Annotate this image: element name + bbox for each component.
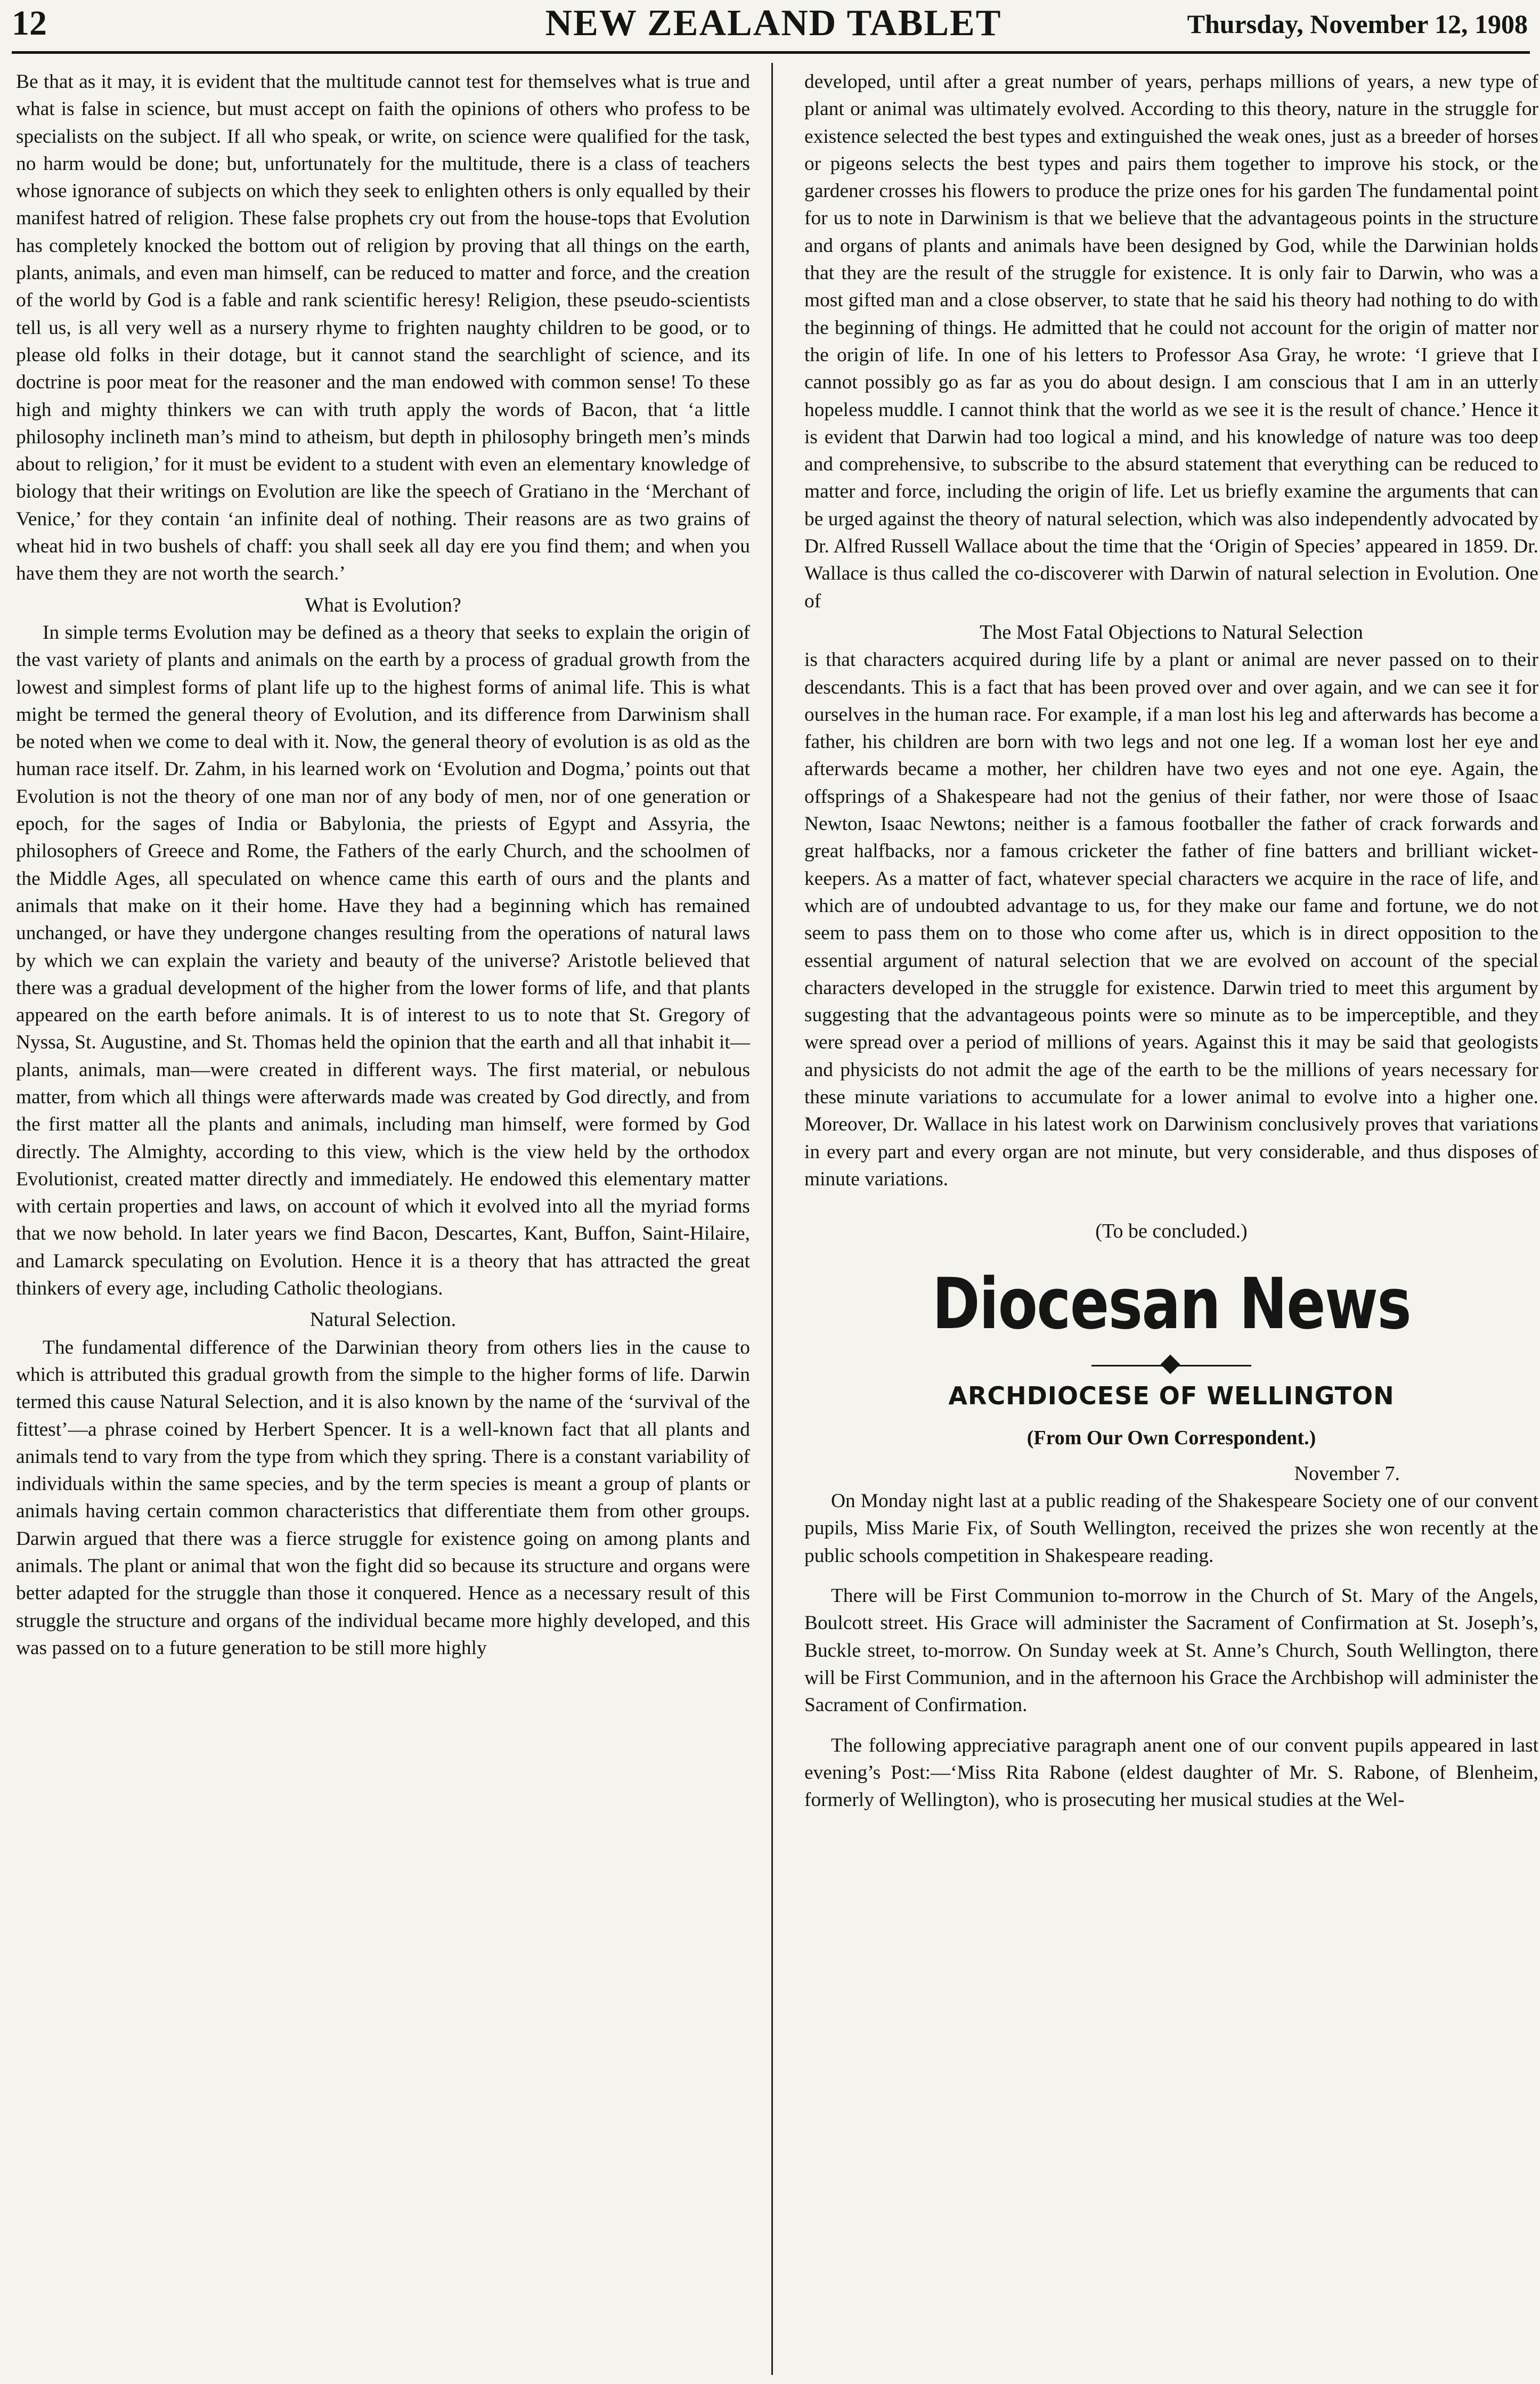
issue-date: Thursday, November 12, 1908 bbox=[1187, 9, 1528, 39]
article-paragraph: In simple terms Evolution may be defined as a theory that seeks to explain the origin of the vast variety of plants and animals on the earth by a process of gradual growth from the lowest and simplest forms of plant life up to the highest forms of animal life. This is what might be termed the general theory of Evolution, and its difference from Darwinism shall be noted when we come to deal with it. Now, the general theory of evolution is as old as the human race itself. Dr. Zahm, in his learned work on ‘Evolution and Dogma,’ points out that Evolution is not the theory of one man nor of any body of men, nor of one generation or epoch, for the sages of India or Babylonia, the priests of Egypt and Assyria, the philosophers of Greece and Rome, the Fathers of the early Church, and the schoolmen of the Middle Ages, all speculated on whence came this earth of ours and the plants and animals that make on it their home. Have they had a beginning which has remained unchanged, or have they undergone changes resulting from the operations of natural laws by which we can explain the variety and beauty of the universe? Aristotle believed that there was a gradual development of the higher from the lower forms of life, and that plants appeared on the earth before animals. It is of interest to us to note that St. Gregory of Nyssa, St. Augustine, and St. Thomas held the opinion that the earth and all that inhabit it—plants, animals, man—were created in different ways. The first material, or nebulous matter, from which all things were afterwards made was created by God directly, and from the first matter all the plants and animals, including man himself, were formed by God directly. The Almighty, according to this view, which is the view held by the orthodox Evolutionist, created matter directly and immediately. He endowed this elementary matter with certain properties and laws, on account of which it evolved into all the myriad forms that we now behold. In later years we find Bacon, Descartes, Kant, Buffon, Saint-Hilaire, and Lamarck speculating on Evolution. Hence it is a theory that has attracted the great thinkers of every age, including Catholic theologians. bbox=[16, 621, 750, 1300]
correspondent-byline: (From Our Own Correspondent.) bbox=[1026, 1427, 1316, 1450]
dateline: November 7. bbox=[1294, 1462, 1400, 1485]
masthead-title: NEW ZEALAND TABLET bbox=[545, 3, 1002, 44]
archdiocese-heading: ARCHDIOCESE OF WELLINGTON bbox=[948, 1381, 1395, 1411]
subheading-fatal-objections: The Most Fatal Objections to Natural Selection bbox=[980, 621, 1363, 644]
article-paragraph: The fundamental difference of the Darwinian theory from others lies in the cause to which is attributed this gradual growth from the simple to the higher forms of life. Darwin termed this cause Natural Selection, and it is also known by the name of the ‘survival of the fittest’—a phrase coined by Herbert Spencer. It is a well-known fact that all plants and animals tend to vary from the type from which they spring. There is a constant variability of individuals within the same species, and by the term species is meant a group of plants or animals having certain common characteristics that differentiate them from other groups. Darwin argued that there was a fierce struggle for existence going on among plants and animals. The plant or animal that won the fight did so because its structure and organs were better adapted for the struggle than those it conquered. Hence as a necessary result of this struggle the structure and organs of the individual became more highly developed, and this was passed on to a future generation to be still more highly bbox=[16, 1336, 750, 1659]
right-column bbox=[804, 68, 1538, 1813]
left-column bbox=[16, 68, 750, 1662]
article-paragraph: is that characters acquired during life by a plant or animal are never passed on to their descendants. This is a fact that has been proved over and over again, and we can see it for ourselves in the human race. For example, if a man lost his leg and afterwards has become a father, his children are born with two legs and not one leg. If a woman lost her eye and afterwards became a mother, her children have two eyes and not one eye. Again, the offsprings of a Shakespeare had not the genius of their father, nor were those of Isaac Newton, Isaac Newtons; neither is a famous footballer the father of crack forwards and great halfbacks, nor a famous cricketer the father of fine batters and brilliant wicket-keepers. As a matter of fact, whatever special characters we acquire in the race of life, and which are of undoubted advantage to us, for they make our fame and fortune, we do not seem to pass them on to those who come after us, which is in direct opposition to the essential argument of natural selection that we are evolved on account of the special characters developed in the struggle for existence. Darwin tried to meet this argument by suggesting that the advantageous points were so minute as to be imperceptible, and they were spread over a period of millions of years. Against this it may be said that geologists and physicists do not admit the age of the earth to be the millions of years necessary for these minute variations to accumulate for a lower animal to evolve into a higher one. Moreover, Dr. Wallace in his latest work on Darwinism conclusively proves that variations in every part and every organ are not minute, but very considerable, and thus disposes of minute variations. bbox=[804, 649, 1538, 1190]
news-paragraph: The following appreciative paragraph anent one of our convent pupils appeared in last evening’s Post:—‘Miss Rita Rabone (eldest daughter of Mr. S. Rabone, of Blenheim, formerly of Wellington), who is prosecuting her musical studies at the Wel- bbox=[804, 1734, 1538, 1811]
article-paragraph: developed, until after a great number of years, perhaps millions of years, a new type of plant or animal was ultimately evolved. According to this theory, nature in the struggle for existence selected the best types and extinguished the weak ones, just as a breeder of horses or pigeons selects the best types and pairs them together to improve his stock, or the gardener crosses his flowers to produce the prize ones for his garden The fundamental point for us to note in Darwinism is that we believe that the advantageous points in the structure and organs of plants and animals have been designed by God, while the Darwinian holds that they are the result of the struggle for existence. It is only fair to Darwin, who was a most gifted man and a close observer, to state that he said his theory had nothing to do with the beginning of things. He admitted that he could not account for the origin of matter nor the origin of life. In one of his letters to Professor Asa Gray, he wrote: ‘I grieve that I cannot possibly go as far as you do about design. I am conscious that I am in an utterly hopeless muddle. I cannot think that the world as we see it is the result of chance.’ Hence it is evident that Darwin had too logical a mind, and his knowledge of nature was too deep and comprehensive, to subscribe to the absurd statement that everything can be reduced to matter and force, including the origin of life. Let us briefly examine the arguments that can be urged against the theory of natural selection, which was also independently advocated by Dr. Alfred Russell Wallace about the time that the ‘Origin of Species’ appeared in 1859. Dr. Wallace is thus called the co-discoverer with Darwin of natural selection in Evolution. One of bbox=[804, 71, 1538, 612]
subheading-what-is-evolution: What is Evolution? bbox=[305, 593, 461, 616]
page-header bbox=[12, 2, 1535, 51]
article-paragraph: Be that as it may, it is evident that the multitude cannot test for themselves what is true and what is false in science, but must accept on faith the opinions of others who profess to be specialists on the subject. If all who speak, or write, on science were qualified for the task, no harm would be done; but, unfortunately for the multitude, there is a class of teachers whose ignorance of subjects on which they seek to enlighten others is only equalled by their manifest hatred of religion. These false prophets cry out from the house-tops that Evolution has completely knocked the bottom out of religion by proving that all things on the earth, plants, animals, and even man himself, can be reduced to matter and force, and the creation of the world by God is a fable and rank scientific heresy! Religion, these pseudo-scientists tell us, is all very well as a nursery rhyme to frighten naughty children to be good, or to please old folks in their dotage, but it cannot stand the searchlight of science, and its doctrine is poor meat for the reasoner and the man endowed with common sense! To these high and mighty thinkers we can with truth apply the words of Bacon, that ‘a little philosophy inclineth man’s mind to atheism, but depth in philosophy bringeth men’s minds about to religion,’ for it must be evident to a student with even an elementary knowledge of biology that their writings on Evolution are like the speech of Gratiano in the ‘Merchant of Venice,’ for they contain ‘an infinite deal of nothing. Their reasons are as two grains of wheat hid in two bushels of chaff: you shall seek all day ere you find them; and when you have them they are not worth the search.’ bbox=[16, 71, 750, 585]
subheading-natural-selection: Natural Selection. bbox=[309, 1308, 457, 1331]
news-paragraph: There will be First Communion to-morrow in the Church of St. Mary of the Angels, Boulcott street. His Grace will administer the Sacrament of Confirmation at St. Joseph’s, Buckle street, to-morrow. On Sunday week at St. Anne’s Church, South Wellington, there will be First Communion, and in the afternoon his Grace the Archbishop will administer the Sacrament of Confirmation. bbox=[804, 1585, 1538, 1716]
ornament-divider bbox=[1091, 1355, 1251, 1376]
to-be-concluded-note: (To be concluded.) bbox=[1095, 1220, 1248, 1243]
header-rule bbox=[12, 51, 1530, 54]
section-title-diocesan-news: Diocesan News bbox=[932, 1263, 1411, 1346]
column-divider bbox=[771, 63, 773, 2375]
news-paragraph: On Monday night last at a public reading of the Shakespeare Society one of our convent pupils, Miss Marie Fix, of South Wellington, received the prizes she won recently at the public schools competition in Shakespeare reading. bbox=[804, 1490, 1538, 1567]
page-number: 12 bbox=[12, 4, 47, 43]
